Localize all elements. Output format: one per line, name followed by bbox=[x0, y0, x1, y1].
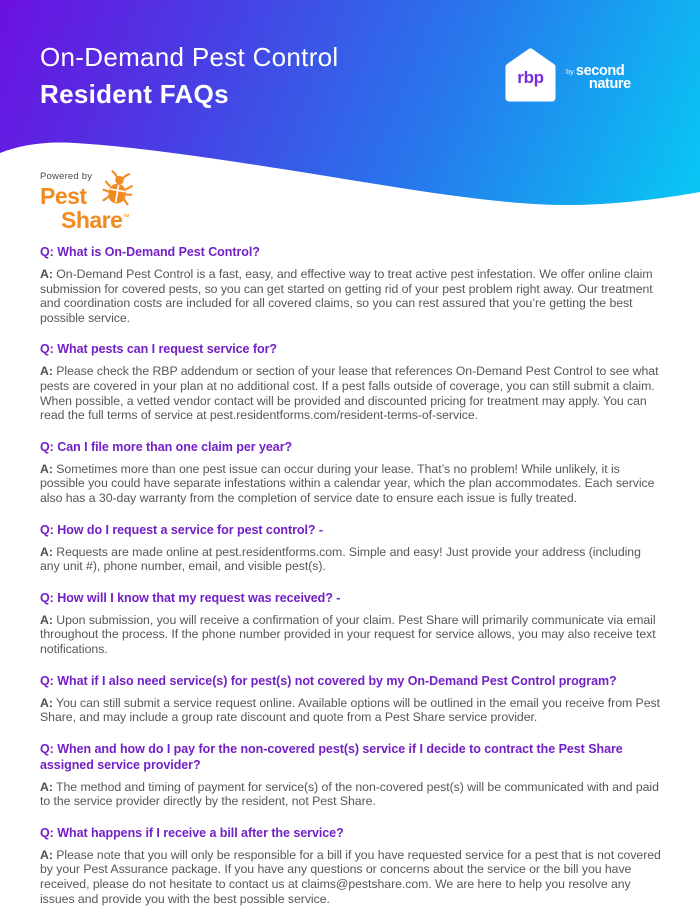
question-prefix: Q: bbox=[40, 825, 54, 840]
pestshare-brand-share bbox=[61, 206, 170, 232]
pestshare-brand-pest: Pest bbox=[40, 183, 87, 209]
faq-item bbox=[40, 522, 662, 574]
page-title: On-Demand Pest Control bbox=[40, 42, 339, 72]
bug-icon bbox=[99, 168, 137, 210]
question-text: What is On-Demand Pest Control? bbox=[57, 245, 260, 259]
faq-answer bbox=[40, 613, 662, 657]
faq-item bbox=[40, 439, 662, 506]
title-block bbox=[40, 42, 339, 109]
answer-prefix: A: bbox=[40, 461, 53, 476]
second-nature-logo bbox=[566, 65, 631, 91]
faq-item bbox=[40, 825, 662, 906]
faq-question bbox=[40, 741, 662, 773]
pestshare-brand-share-text: Share bbox=[61, 207, 123, 233]
faq-question bbox=[40, 244, 662, 260]
faq-answer bbox=[40, 462, 662, 506]
question-prefix: Q: bbox=[40, 522, 54, 537]
second-nature-line2: nature bbox=[588, 76, 631, 92]
faq-answer bbox=[40, 364, 662, 422]
faq-question bbox=[40, 341, 662, 357]
faq-answer bbox=[40, 267, 662, 325]
question-text: How will I know that my request was received? - bbox=[57, 590, 341, 605]
page-subtitle: Resident FAQs bbox=[40, 79, 229, 109]
faq-question bbox=[40, 673, 662, 689]
answer-text: You can still submit a service request online. Available options will be outlined in the email you receive from Pest Share, and may include a group rate discount and quote from a Pest Share service provider. bbox=[40, 695, 660, 725]
faq-item bbox=[40, 590, 662, 657]
answer-prefix: A: bbox=[40, 847, 53, 862]
faq-question bbox=[40, 825, 662, 841]
question-text: What happens if I receive a bill after the service? bbox=[57, 825, 344, 840]
trademark-symbol: ™ bbox=[122, 214, 130, 221]
faq-item bbox=[40, 673, 662, 725]
answer-prefix: A: bbox=[40, 779, 53, 794]
faq-item bbox=[40, 341, 662, 422]
question-text: What if I also need service(s) for pest(s) not covered by my On-Demand Pest Control program? bbox=[57, 673, 617, 688]
rbp-logo-text: rbp bbox=[517, 68, 544, 87]
second-nature-line1: second bbox=[575, 63, 625, 79]
question-text: How do I request a service for pest control? - bbox=[57, 522, 324, 537]
question-text: What pests can I request service for? bbox=[57, 342, 277, 357]
answer-prefix: A: bbox=[40, 544, 53, 559]
answer-text: Sometimes more than one pest issue can occur during your lease. That’s no problem! While unlikely, it is possible you could have separate infestations within a calendar year, which the plan accommodates. Each service also has a 30-day warranty from the completion of service date to ensure each issue is fully treated. bbox=[40, 461, 655, 505]
faq-list bbox=[40, 244, 662, 922]
question-text: When and how do I pay for the non-covered pest(s) service if I decide to contract the Pest Share assigned service provider? bbox=[40, 741, 623, 772]
faq-item bbox=[40, 244, 662, 325]
answer-text: Please note that you will only be responsible for a bill if you have requested service for a pest that is not covered by your Pest Assurance package. If you have any questions or concerns about the service or the bill you have received, please do not hesitate to contact us at claims@pestshare.com. We are here to help you resolve any issues and provide you with the best possible service. bbox=[40, 847, 661, 906]
faq-question bbox=[40, 439, 662, 455]
answer-text: Please check the RBP addendum or section of your lease that references On-Demand Pest Control to see what pests are covered in your plan at no additional cost. If a pest falls outside of coverage, you can still submit a claim. When possible, a vetted vendor contact will be provided and discounted pricing for treatment may apply. You can read the full terms of service at pest.residentforms.com/resident-terms-of-service. bbox=[40, 364, 659, 423]
faq-answer bbox=[40, 545, 662, 574]
powered-by-label: Powered by bbox=[40, 171, 93, 182]
faq-item bbox=[40, 741, 662, 809]
faq-answer bbox=[40, 848, 662, 906]
answer-prefix: A: bbox=[40, 364, 53, 379]
faq-question bbox=[40, 522, 662, 538]
answer-prefix: A: bbox=[40, 267, 53, 281]
answer-text: Requests are made online at pest.residentforms.com. Simple and easy! Just provide your address (including any unit #), phone number, email, and visible pest(s). bbox=[40, 544, 641, 574]
question-text: Can I file more than one claim per year? bbox=[57, 439, 293, 454]
question-prefix: Q: bbox=[40, 342, 54, 357]
answer-text: Upon submission, you will receive a confirmation of your claim. Pest Share will primarily communicate via email throughout the process. If the phone number provided in your request for service allows, you may also receive text notifications. bbox=[40, 612, 656, 656]
question-prefix: Q: bbox=[40, 245, 54, 259]
question-prefix: Q: bbox=[40, 741, 54, 756]
faq-answer bbox=[40, 696, 662, 725]
answer-text: The method and timing of payment for service(s) of the non-covered pest(s) will be communicated with and paid to the service provider directly by the resident, not Pest Share. bbox=[40, 779, 659, 809]
answer-text: On-Demand Pest Control is a fast, easy, and effective way to treat active pest infestation. We offer online claim submission for covered pests, so you can get started on getting rid of your pest problem right away. Our treatment and coordination costs are included for all covered claims, so you can rest assured that you’re getting the best possible service. bbox=[40, 267, 653, 325]
question-prefix: Q: bbox=[40, 673, 54, 688]
answer-prefix: A: bbox=[40, 695, 53, 710]
pestshare-logo bbox=[40, 171, 170, 232]
faq-answer bbox=[40, 780, 662, 809]
rbp-logo bbox=[503, 45, 558, 105]
answer-prefix: A: bbox=[40, 612, 53, 627]
faq-question bbox=[40, 590, 662, 606]
question-prefix: Q: bbox=[40, 439, 54, 454]
question-prefix: Q: bbox=[40, 590, 54, 605]
second-nature-by: by bbox=[566, 67, 574, 76]
